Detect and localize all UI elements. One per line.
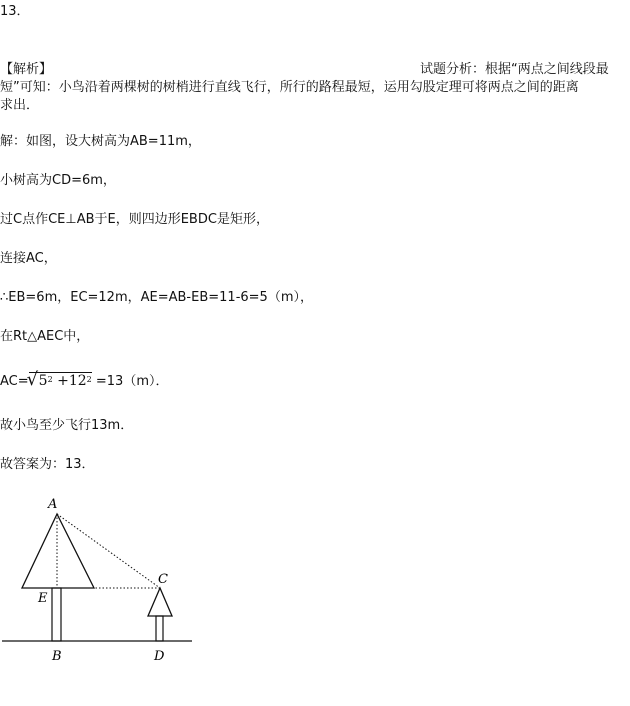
analysis-text-part1: 试题分析：根据“两点之间线段最 <box>420 62 609 77</box>
solution-step-4: 连接AC， <box>0 251 57 266</box>
formula-prefix: AC= <box>0 374 29 389</box>
formula-plus-term: +12 <box>52 373 87 389</box>
solution-step-2: 小树高为CD=6m， <box>0 173 116 188</box>
label-b: B <box>52 649 62 664</box>
big-tree-crown <box>22 514 94 588</box>
small-tree-trunk <box>156 616 163 641</box>
label-e: E <box>38 591 48 606</box>
big-tree-trunk <box>52 588 61 641</box>
formula-result: =13（m）． <box>91 374 169 389</box>
trees-figure <box>0 490 210 670</box>
solution-step-1: 解：如图，设大树高为AB=11m， <box>0 134 201 149</box>
analysis-header: 【解析】 <box>0 62 53 77</box>
small-tree-crown <box>148 588 172 616</box>
formula-base-1: 5 <box>38 373 48 389</box>
solution-step-6: 在Rt△AEC中， <box>0 329 90 344</box>
final-answer: 故答案为：13． <box>0 457 95 472</box>
segment-ac <box>57 514 160 588</box>
label-a: A <box>48 497 58 512</box>
square-root <box>29 372 92 390</box>
formula-exponent-1: 2 <box>47 375 53 384</box>
formula-exponent-2: 2 <box>86 375 92 384</box>
solution-conclusion: 故小鸟至少飞行13m． <box>0 418 134 433</box>
label-c: C <box>158 572 168 587</box>
label-d: D <box>154 649 165 664</box>
solution-step-5: ∴EB=6m，EC=12m，AE=AB-EB=11-6=5（m）， <box>0 290 313 305</box>
answer-line: 13． <box>0 4 30 19</box>
solution-step-3: 过C点作CE⊥AB于E，则四边形EBDC是矩形， <box>0 212 269 227</box>
analysis-text-part2: 短”可知：小鸟沿着两棵树的树梢进行直线飞行，所行的路程最短，运用勾股定理可将两点之间的距离 <box>0 80 579 95</box>
analysis-text-part3: 求出． <box>0 98 40 113</box>
formula-line <box>0 372 168 390</box>
